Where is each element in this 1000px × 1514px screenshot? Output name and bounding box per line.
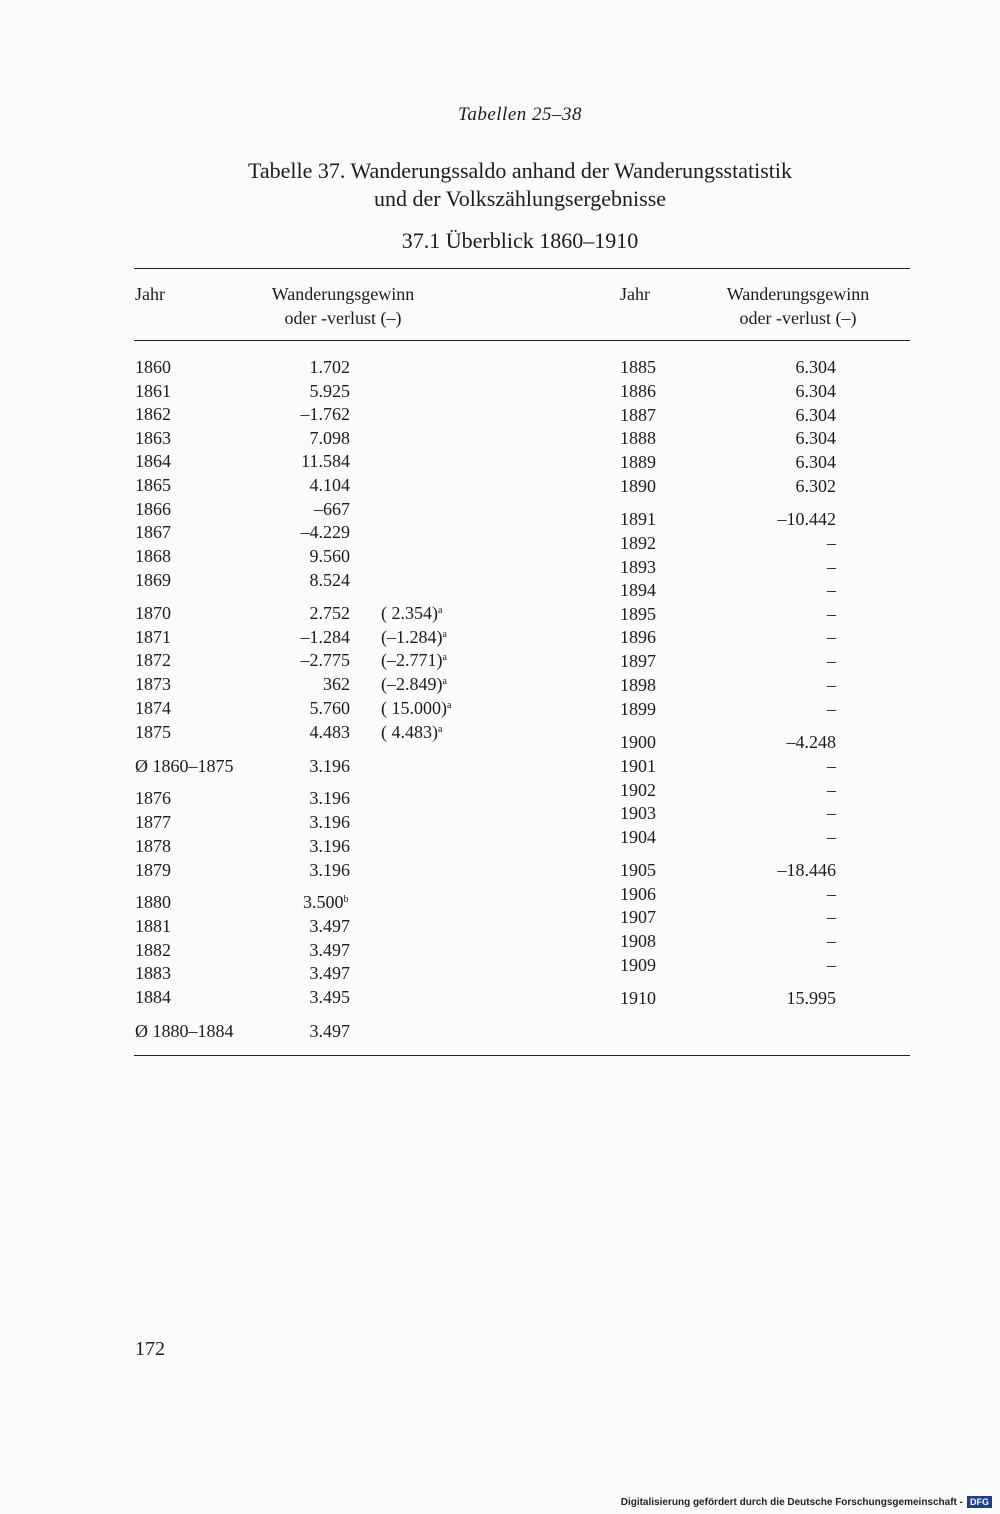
left-value-cell: 3.495 [309,987,350,1007]
left-value-cell: 3.196 [309,860,350,880]
right-year-cell: 1893 [620,557,656,577]
right-value-cell: – [827,675,836,695]
header-value-left [228,282,458,330]
left-value-cell: –2.775 [300,650,350,670]
adjusted-value-text: (–2.849) [381,674,443,694]
left-year-cell: Ø 1860–1875 [135,756,234,776]
header-year-right: Jahr [620,284,650,304]
right-value-cell: 6.304 [795,452,836,472]
right-year-cell: 1907 [620,907,656,927]
left-year-cell: 1879 [135,860,171,880]
footnote-marker: a [447,700,452,711]
left-value-cell: 2.752 [309,603,350,623]
right-value-cell: –18.446 [777,860,836,880]
right-value-cell: –4.248 [786,732,836,752]
right-year-cell: 1903 [620,803,656,823]
left-year-cell: 1865 [135,475,171,495]
footer-text: Digitalisierung gefördert durch die Deutsche Forschungsgemeinschaft - [620,1496,963,1508]
left-year-cell: 1868 [135,546,171,566]
right-year-cell: 1904 [620,827,656,847]
left-value-cell: –667 [314,499,350,519]
left-value-cell: 3.196 [309,836,350,856]
table-title-line-1: Tabelle 37. Wanderungssaldo anhand der Wanderungsstatistik [248,158,792,183]
left-value-cell: 362 [323,674,350,694]
right-value-cell: – [827,699,836,719]
left-year-cell: 1874 [135,698,171,718]
right-year-cell: 1906 [620,884,656,904]
footer-credit [621,1496,992,1508]
bottom-rule [134,1055,910,1056]
right-year-cell: 1891 [620,509,656,529]
adjusted-value-text: (–1.284) [381,627,443,647]
right-value-cell: 6.304 [795,381,836,401]
left-value-cell: 9.560 [309,546,350,566]
left-year-cell: 1875 [135,722,171,742]
adjusted-value-text: ( 4.483) [381,722,438,742]
left-year-cell: 1877 [135,812,171,832]
left-year-cell: 1864 [135,451,171,471]
left-year-cell: 1861 [135,381,171,401]
right-value-cell: 6.304 [795,357,836,377]
left-year-cell: 1878 [135,836,171,856]
left-adjusted-value-cell [381,721,442,743]
header-value-left-line2: oder -verlust (–) [284,308,402,328]
left-year-cell: 1883 [135,963,171,983]
left-year-cell: 1870 [135,603,171,623]
right-value-cell: 6.304 [795,405,836,425]
left-year-cell: 1880 [135,892,171,912]
right-year-cell: 1890 [620,476,656,496]
left-value-cell: 4.104 [309,475,350,495]
left-value-cell: –4.229 [300,522,350,542]
right-value-cell: – [827,827,836,847]
header-value-right-line2: oder -verlust (–) [739,308,857,328]
left-value-cell: 3.500$^b$ [303,892,349,912]
left-value-cell: 7.098 [309,428,350,448]
right-year-cell: 1900 [620,732,656,752]
header-value-right-line1: Wanderungsgewinn [726,284,870,304]
left-value-cell: 4.483 [309,722,350,742]
right-value-cell: –10.442 [777,509,836,529]
left-year-cell: 1862 [135,404,171,424]
right-value-cell: 6.302 [795,476,836,496]
right-year-cell: 1897 [620,651,656,671]
left-value-cell: 8.524 [309,570,350,590]
left-adjusted-value-cell [381,626,447,648]
right-year-cell: 1885 [620,357,656,377]
right-value-cell: – [827,604,836,624]
right-year-cell: 1905 [620,860,656,880]
right-value-cell: – [827,931,836,951]
left-year-cell: 1873 [135,674,171,694]
right-year-cell: 1887 [620,405,656,425]
left-year-cell: 1876 [135,788,171,808]
right-value-cell: 6.304 [795,428,836,448]
top-rule [134,268,910,269]
left-year-cell: 1884 [135,987,171,1007]
footnote-marker: a [438,724,443,735]
left-value-cell: 3.196 [309,788,350,808]
right-value-cell: 15.995 [786,988,836,1008]
adjusted-value-text: (–2.771) [381,650,443,670]
right-value-cell: – [827,651,836,671]
right-year-cell: 1902 [620,780,656,800]
footnote-marker: a [438,605,443,616]
left-value-cell: –1.762 [300,404,350,424]
left-year-cell: 1863 [135,428,171,448]
right-value-cell: – [827,756,836,776]
right-value-cell: – [827,780,836,800]
dfg-logo: DFG [967,1496,992,1508]
left-value-cell: 5.760 [309,698,350,718]
right-year-cell: 1886 [620,381,656,401]
left-year-cell: 1860 [135,357,171,377]
table-title-line-2: und der Volkszählungsergebnisse [373,186,667,211]
left-value-cell: 5.925 [309,381,350,401]
right-value-cell: – [827,533,836,553]
right-value-cell: – [827,627,836,647]
left-year-cell: 1882 [135,940,171,960]
footnote-marker: a [442,652,447,663]
left-value-cell: 11.584 [301,451,350,471]
footnote-marker: b [343,894,349,905]
running-head: Tabellen 25–38 [458,104,582,125]
header-value-right [683,282,913,330]
right-year-cell: 1901 [620,756,656,776]
left-adjusted-value-cell [381,602,442,624]
right-year-cell: 1898 [620,675,656,695]
left-adjusted-value-cell [381,697,451,719]
header-year-left: Jahr [135,284,165,304]
left-year-cell: 1869 [135,570,171,590]
right-year-cell: 1899 [620,699,656,719]
header-value-left-line1: Wanderungsgewinn [271,284,415,304]
right-year-cell: 1889 [620,452,656,472]
left-year-cell: 1871 [135,627,171,647]
left-value-cell: 3.196 [309,756,350,776]
page-number: 172 [135,1338,165,1360]
left-year-cell: 1866 [135,499,171,519]
right-year-cell: 1896 [620,627,656,647]
right-year-cell: 1892 [620,533,656,553]
right-value-cell: – [827,557,836,577]
left-adjusted-value-cell [381,673,447,695]
left-value-cell: 1.702 [309,357,350,377]
left-year-cell: 1881 [135,916,171,936]
right-value-cell: – [827,580,836,600]
left-value-cell: –1.284 [300,627,350,647]
right-value-cell: – [827,907,836,927]
right-year-cell: 1910 [620,988,656,1008]
adjusted-value-text: ( 2.354) [381,603,438,623]
right-year-cell: 1888 [620,428,656,448]
left-year-cell: 1872 [135,650,171,670]
left-adjusted-value-cell [381,649,447,671]
right-value-cell: – [827,955,836,975]
right-value-cell: – [827,803,836,823]
left-value-cell: 3.497 [309,940,350,960]
footnote-marker: a [442,676,447,687]
left-value-cell: 3.497 [309,963,350,983]
left-year-cell: 1867 [135,522,171,542]
right-value-cell: – [827,884,836,904]
right-year-cell: 1908 [620,931,656,951]
table-subtitle: 37.1 Überblick 1860–1910 [401,228,639,253]
left-value-cell: 3.196 [309,812,350,832]
right-year-cell: 1909 [620,955,656,975]
adjusted-value-text: ( 15.000) [381,698,447,718]
left-value-cell: 3.497 [309,1021,350,1041]
left-year-cell: Ø 1880–1884 [135,1021,234,1041]
footnote-marker: a [442,629,447,640]
right-year-cell: 1895 [620,604,656,624]
left-value-cell: 3.497 [309,916,350,936]
header-rule [134,340,910,341]
right-year-cell: 1894 [620,580,656,600]
